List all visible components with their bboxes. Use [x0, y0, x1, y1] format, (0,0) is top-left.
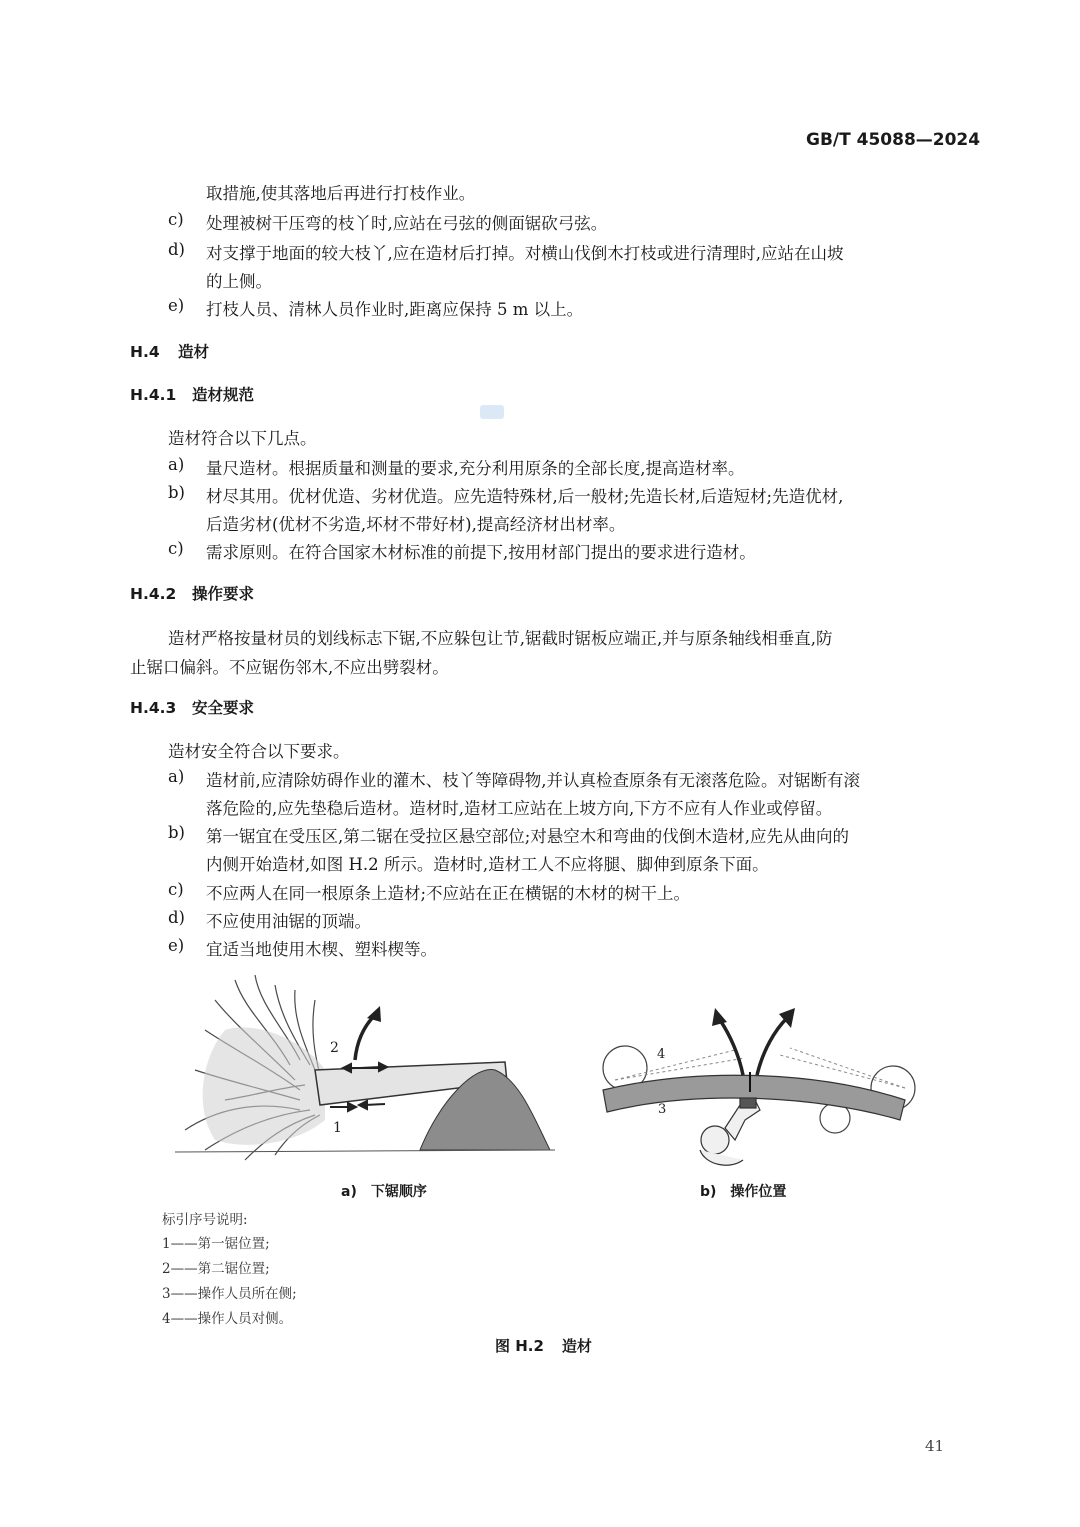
- section-heading-h41: H.4.1 造材规范: [130, 386, 255, 404]
- callout-2: 2: [330, 1040, 339, 1056]
- item-text-cont: 落危险的,应先垫稳后造材。造材时,造材工应站在上坡方向,下方不应有人作业或停留。: [206, 799, 833, 818]
- item-text-cont: 的上侧。: [206, 272, 272, 291]
- item-text: 材尽其用。优材优造、劣材优造。应先造特殊材,后一般材;先造长材,后造短材;先造优材,: [206, 487, 844, 506]
- list-item: [168, 767, 968, 821]
- item-mark: b): [168, 823, 185, 842]
- standard-code: GB/T 45088—2024: [806, 130, 981, 150]
- item-text: 处理被树干压弯的枝丫时,应站在弓弦的侧面锯砍弓弦。: [206, 214, 608, 233]
- legend-item: 4——操作人员对侧。: [162, 1311, 293, 1327]
- page-number: 41: [925, 1437, 945, 1455]
- item-text: 需求原则。在符合国家木材标准的前提下,按用材部门提出的要求进行造材。: [206, 543, 756, 562]
- item-text: 对支撑于地面的较大枝丫,应在造材后打掉。对横山伐倒木打枝或进行清理时,应站在山坡: [206, 244, 844, 263]
- list-item: [168, 455, 968, 479]
- h43-lead: 造材安全符合以下要求。: [168, 742, 350, 761]
- figure-b-illustration: [595, 1000, 925, 1175]
- item-text-cont: 后造劣材(优材不劣造,坏材不带好材),提高经济材出材率。: [206, 515, 626, 534]
- up-arrow: [355, 1015, 375, 1060]
- h42-paragraph-line2: 止锯口偏斜。不应锯伤邻木,不应出劈裂材。: [130, 658, 449, 677]
- list-item: [168, 296, 968, 320]
- item-text: 量尺造材。根据质量和测量的要求,充分利用原条的全部长度,提高造材率。: [206, 459, 745, 478]
- item-mark: b): [168, 483, 185, 502]
- bend-arrow-left: [720, 1020, 743, 1075]
- bend-arrow-right: [757, 1018, 787, 1075]
- list-item: [168, 936, 968, 960]
- legend-title: 标引序号说明:: [162, 1212, 248, 1228]
- list-item: [168, 539, 968, 563]
- list-item: [168, 880, 968, 904]
- section-heading-h4: H.4 造材: [130, 343, 210, 361]
- item-mark: d): [168, 240, 185, 259]
- subfigure-b-caption: b) 操作位置: [700, 1184, 787, 1200]
- intro-continuation: 取措施,使其落地后再进行打枝作业。: [206, 184, 476, 203]
- legend-item: 3——操作人员所在侧;: [162, 1286, 297, 1302]
- item-mark: a): [168, 455, 185, 474]
- callout-4: 4: [657, 1047, 666, 1062]
- list-item: [168, 908, 968, 932]
- item-text: 宜适当地使用木楔、塑料楔等。: [206, 940, 437, 959]
- legend-item: 2——第二锯位置;: [162, 1261, 270, 1277]
- section-heading-h42: H.4.2 操作要求: [130, 585, 255, 603]
- item-mark: a): [168, 767, 185, 786]
- root-mass-fill: [203, 1027, 325, 1144]
- bend-arrowhead-left: [712, 1008, 727, 1026]
- list-item: [168, 240, 968, 294]
- item-mark: c): [168, 539, 184, 558]
- list-item: [168, 483, 968, 537]
- h41-lead: 造材符合以下几点。: [168, 429, 317, 448]
- item-mark: c): [168, 210, 184, 229]
- h42-paragraph-line1: 造材严格按量材员的划线标志下锯,不应躲包让节,锯截时锯板应端正,并与原条轴线相垂直,防: [168, 629, 833, 648]
- item-text-cont: 内侧开始造材,如图 H.2 所示。造材时,造材工人不应将腿、脚伸到原条下面。: [206, 855, 769, 874]
- section-heading-h43: H.4.3 安全要求: [130, 699, 255, 717]
- item-text: 不应两人在同一根原条上造材;不应站在正在横锯的木材的树干上。: [206, 884, 691, 903]
- item-mark: e): [168, 296, 185, 315]
- item-mark: c): [168, 880, 184, 899]
- item-text: 不应使用油锯的顶端。: [206, 912, 371, 931]
- ground-line: [175, 1150, 555, 1152]
- legend-item: 1——第一锯位置;: [162, 1236, 270, 1252]
- subfigure-a-caption: a) 下锯顺序: [341, 1184, 427, 1200]
- figure-caption: 图 H.2 造材: [495, 1337, 592, 1355]
- item-text: 第一锯宜在受压区,第二锯在受拉区悬空部位;对悬空木和弯曲的伐倒木造材,应先从曲向的: [206, 827, 850, 846]
- figure-a-illustration: [175, 970, 555, 1170]
- operator-figure: [700, 1098, 760, 1165]
- item-mark: e): [168, 936, 185, 955]
- watermark-logo: [480, 405, 504, 419]
- callout-3: 3: [658, 1102, 667, 1117]
- list-item: [168, 823, 968, 877]
- item-mark: d): [168, 908, 185, 927]
- list-item: [168, 210, 968, 234]
- callout-1: 1: [333, 1120, 342, 1136]
- item-text: 造材前,应清除妨碍作业的灌木、枝丫等障碍物,并认真检查原条有无滚落危险。对锯断有滚: [206, 771, 860, 790]
- item-text: 打枝人员、清林人员作业时,距离应保持 5 m 以上。: [206, 300, 584, 319]
